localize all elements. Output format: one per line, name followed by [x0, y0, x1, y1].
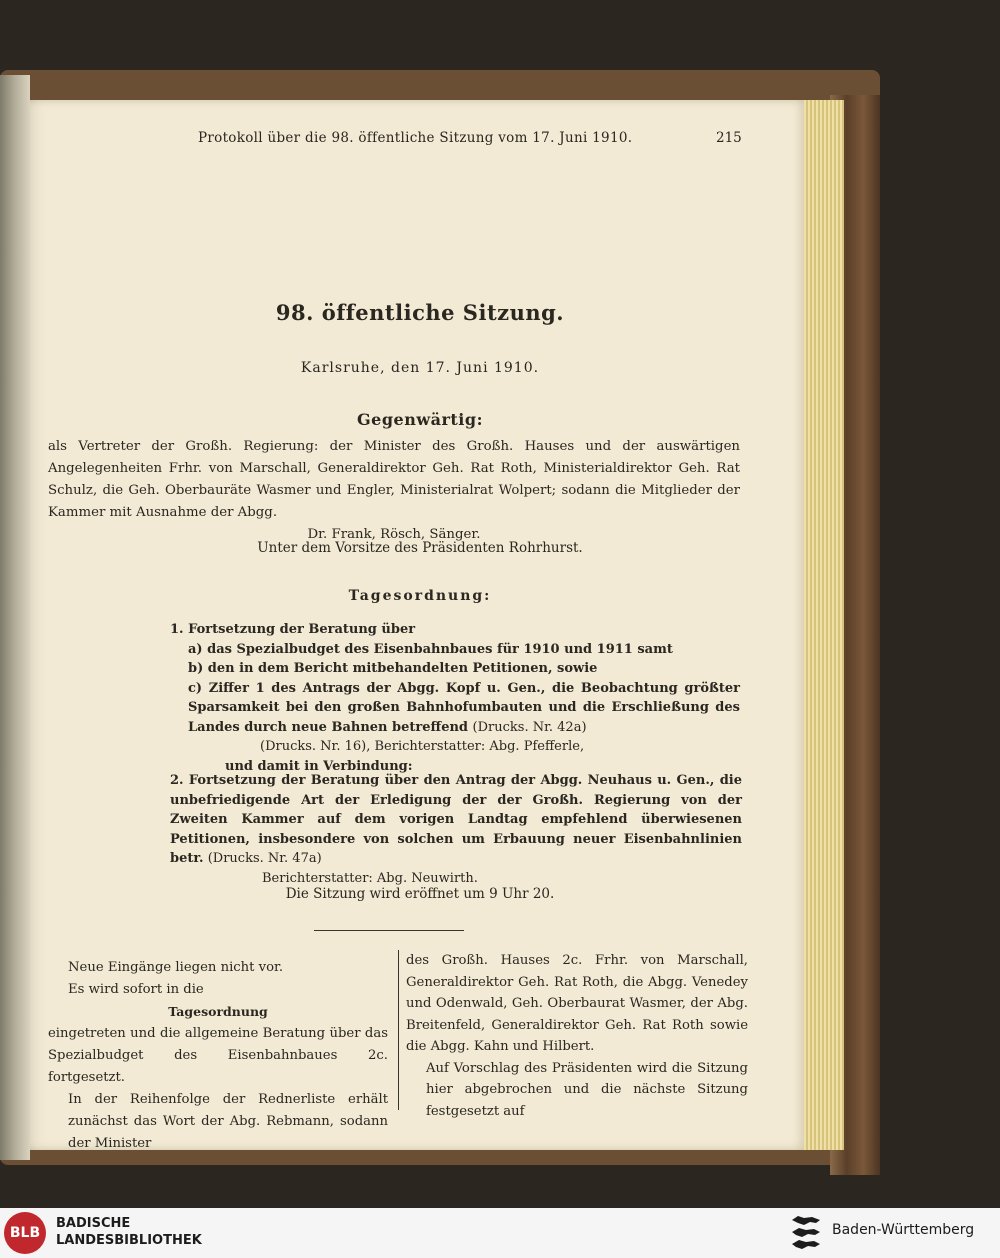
blb-name-line-2: LANDESBIBLIOTHEK: [56, 1233, 202, 1248]
agenda-item-1: [170, 620, 740, 776]
opening-line: Die Sitzung wird eröffnet um 9 Uhr 20.: [285, 886, 555, 902]
blb-logo[interactable]: BLB: [4, 1212, 46, 1254]
blb-name-line-1: BADISCHE: [56, 1216, 131, 1231]
agenda-item-2-ref: (Drucks. Nr. 47a): [207, 851, 322, 866]
baden-wuerttemberg-lions-icon: [790, 1214, 822, 1252]
left-column: [48, 957, 388, 1155]
right-paragraph-2: Auf Vorschlag des Präsidenten wird die Sitzung hier abgebrochen und die nächste Sitzung festgesetzt auf: [426, 1060, 748, 1119]
agenda-heading: Tagesordnung:: [348, 588, 492, 604]
section-divider: [314, 930, 464, 931]
present-text: als Vertreter der Großh. Regierung: der Minister des Großh. Hauses und der auswärtigen Angelegenheiten Frhr. von Marschall, Generaldirektor Geh. Rat Roth, Ministerialdirektor Geh. Rat Schulz, die Geh. Oberbauräte Wasmer und Engler, Ministerialrat Wolpert; sodann die Mitglieder der Kammer mit Ausnahme der Abgg.: [48, 439, 740, 520]
agenda-item-1a: a) das Spezialbudget des Eisenbahnbaues für 1910 und 1911 samt: [188, 641, 673, 657]
left-paragraph-1: eingetreten und die allgemeine Beratung über das Spezialbudget des Eisenbahnbaues 2c. fortgesetzt.: [48, 1026, 388, 1085]
agenda-item-1-ref: (Drucks. Nr. 16), Berichterstatter: Abg. Pfefferle,: [260, 739, 585, 754]
blb-name[interactable]: [56, 1215, 202, 1249]
present-paragraph: [48, 436, 740, 546]
absent-members: Dr. Frank, Rösch, Sänger.: [307, 527, 481, 542]
column-divider: [398, 950, 399, 1110]
agenda-item-1-title: 1. Fortsetzung der Beratung über: [170, 622, 416, 637]
left-line-2: Es wird sofort in die: [68, 982, 204, 997]
left-line-1: Neue Eingänge liegen nicht vor.: [68, 960, 284, 975]
agenda-item-2: [170, 771, 742, 888]
agenda-item-2-reporter: Berichterstatter: Abg. Neuwirth.: [262, 870, 478, 886]
running-header: Protokoll über die 98. öffentliche Sitzung vom 17. Juni 1910.: [198, 130, 633, 146]
agenda-item-1c-text: c) Ziffer 1 des Antrags der Abgg. Kopf u. Gen., die Beobachtung größter Sparsamkeit bei den großen Bahnhofumbauten und die Erschließung des Landes durch neue Bahnen betreffend: [188, 680, 740, 735]
agenda-item-1c-ref: (Drucks. Nr. 42a): [472, 719, 587, 735]
page-number: 215: [716, 130, 742, 146]
session-title: 98. öffentliche Sitzung.: [275, 300, 565, 325]
agenda-item-1-connect: und damit in Verbindung:: [225, 758, 413, 774]
bw-label[interactable]: Baden-Württemberg: [832, 1222, 975, 1238]
place-date: Karlsruhe, den 17. Juni 1910.: [300, 360, 540, 376]
agenda-item-1b: b) den in dem Bericht mitbehandelten Petitionen, sowie: [188, 661, 598, 676]
left-paragraph-2: In der Reihenfolge der Rednerliste erhält zunächst das Wort der Abg. Rebmann, sodann der Minister: [68, 1092, 388, 1151]
right-paragraph-1: des Großh. Hauses 2c. Frhr. von Marschall, Generaldirektor Geh. Rat Roth, die Abgg. Venedey und Odenwald, Geh. Oberbaurat Wasmer, der Abg. Breitenfeld, Generaldirektor Geh. Rat Roth sowie die Abgg. Kahn und Hilbert.: [406, 953, 748, 1054]
agenda-item-1c: [170, 679, 740, 738]
chair-line: Unter dem Vorsitze des Präsidenten Rohrhurst.: [257, 540, 583, 556]
book-binding: [0, 75, 30, 1160]
page-edges: [800, 100, 844, 1150]
right-column: [406, 950, 748, 1122]
left-agenda-heading: Tagesordnung: [168, 1004, 268, 1019]
agenda-item-2-text: 2. Fortsetzung der Beratung über den Antrag der Abgg. Neuhaus u. Gen., die unbefriedigende Art der Erledigung der der Großh. Regierung von der Zweiten Kammer auf dem vorigen Landtag empfehlend überwiesenen Petitionen, insbesondere von solchen um Erbauung neuer Eisenbahnlinien betr.: [170, 773, 742, 866]
present-heading: Gegenwärtig:: [357, 410, 483, 429]
